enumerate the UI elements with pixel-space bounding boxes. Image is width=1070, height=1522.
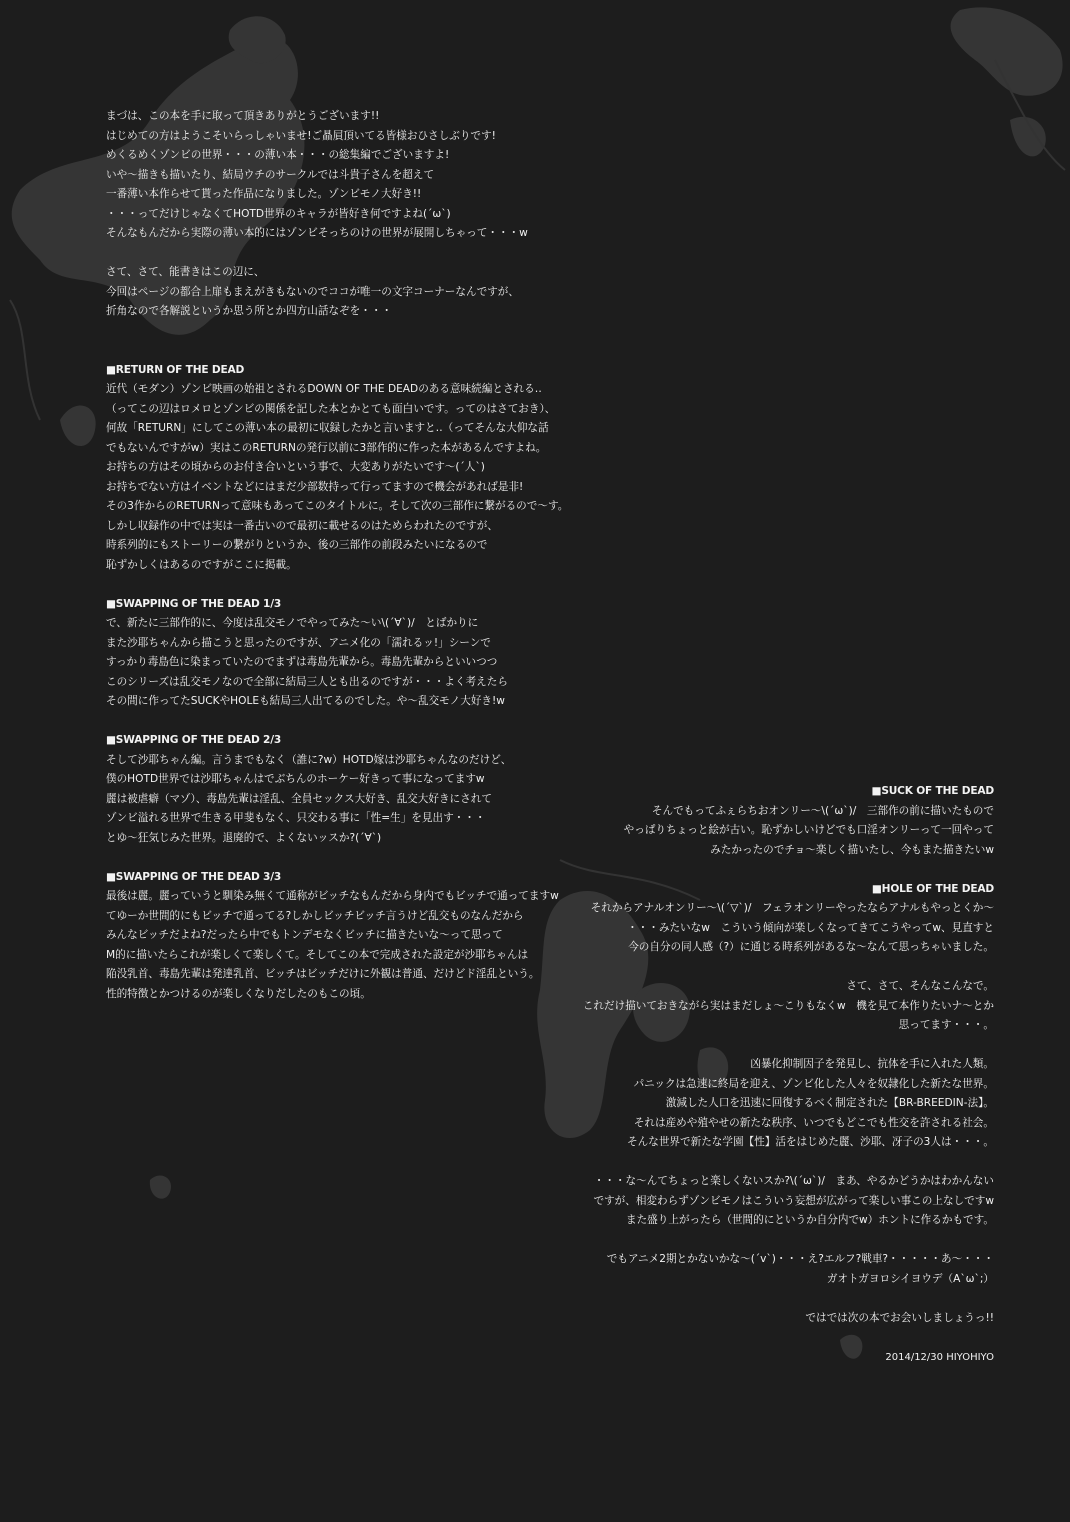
body-line: その間に作ってたSUCKやHOLEも結局三人出てるのでした。や〜乱交モノ大好き!w bbox=[106, 695, 505, 707]
closing-line: ・・・な〜んてちょっと楽しくないスか?\(´ω`)/ まあ、やるかどうかはわかんない bbox=[593, 1175, 994, 1187]
story-line: パニックは急速に終局を迎え、ゾンビ化した人々を奴隷化した新たな世界。 bbox=[633, 1077, 994, 1090]
body-line: お持ちでない方はイベントなどにはまだ少部数持って行ってますので機会があれば是非! bbox=[106, 480, 524, 493]
body-line: このシリーズは乱交モノなので全部に結局三人とも出るのですが・・・よく考えたら bbox=[106, 675, 508, 688]
section-heading-suck: ■SUCK OF THE DEAD bbox=[871, 785, 994, 797]
story-line: 凶暴化抑制因子を発見し、抗体を手に入れた人類。 bbox=[750, 1058, 994, 1070]
right-column bbox=[583, 782, 994, 1367]
body-line: でもないんですがw）実はこのRETURNの発行以前に3部作的に作った本があるんですよね。 bbox=[106, 441, 547, 454]
body-line: とゆ〜狂気じみた世界。退廃的で、よくないッスか?(´∀`) bbox=[106, 831, 382, 844]
closing-line: ですが、相変わらずゾンビモノはこういう妄想が広がって楽しい事この上なしですw bbox=[593, 1194, 994, 1207]
story-line: それは産めや殖やせの新たな秩序、いつでもどこでも性交を許される社会。 bbox=[633, 1116, 994, 1129]
body-line: 今の自分の同人感（?）に通じる時系列があるな〜なんて思っちゃいました。 bbox=[628, 941, 994, 953]
farewell-line: ではでは次の本でお会いしましょうっ!! bbox=[805, 1311, 994, 1324]
body-line: （ってこの辺はロメロとゾンビの関係を記した本とかとても面白いです。ってのはさておき）、 bbox=[106, 402, 556, 415]
section-heading-swapping-1: ■SWAPPING OF THE DEAD 1/3 bbox=[106, 597, 282, 610]
intro-line: はじめての方はようこそいらっしゃいませ!ご贔屓頂いてる皆様おひさしぶりです! bbox=[106, 129, 496, 142]
closing-line: これだけ描いておきながら実はまだしょ〜こりもなくw 機を見て本作りたいナ〜とか bbox=[582, 999, 994, 1012]
body-line: てゆーか世間的にもビッチで通ってる?しかしビッチビッチ言うけど乱交ものなんだから bbox=[106, 909, 524, 922]
body-line: その3作からのRETURNって意味もあってこのタイトルに。そして次の三部作に繋がるので〜す。 bbox=[106, 500, 569, 512]
body-line: しかし収録作の中では実は一番古いので最初に載せるのはためらわれたのですが、 bbox=[106, 519, 498, 532]
body-line: お持ちの方はその頃からのお付き合いという事で、大変ありがたいです〜(´人`) bbox=[106, 461, 485, 473]
body-line: ・・・みたいなw こういう傾向が楽しくなってきてこうやってw、見直すと bbox=[627, 921, 994, 934]
section-heading-hole: ■HOLE OF THE DEAD bbox=[871, 882, 994, 895]
story-line: 激減した人口を迅速に回復するべく制定された【BR-BREEDIN-法】。 bbox=[665, 1097, 994, 1109]
body-line: 麗は被虐癖（マゾ）、毒島先輩は淫乱、全員セックス大好き、乱交大好きにされて bbox=[106, 792, 492, 805]
body-line: 時系列的にもストーリーの繋がりというか、後の三部作の前段みたいになるので bbox=[106, 539, 488, 551]
intro-line: ・・・ってだけじゃなくてHOTD世界のキャラが皆好き何ですよね(´ω`) bbox=[106, 207, 451, 220]
intro-line: めくるめくゾンビの世界・・・の薄い本・・・の総集編でございますよ! bbox=[106, 149, 450, 161]
signature-date: 2014/12/30 HIYOHIYO bbox=[885, 1351, 994, 1363]
story-line: そんな世界で新たな学園【性】活をはじめた麗、沙耶、冴子の3人は・・・。 bbox=[627, 1136, 994, 1148]
body-line: みんなビッチだよね?だったら中でもトンデモなくビッチに描きたいな〜って思って bbox=[106, 929, 503, 941]
closing-line: 思ってます・・・。 bbox=[898, 1019, 994, 1031]
body-line: みたかったのでチョ〜楽しく描いたし、今もまた描きたいw bbox=[710, 843, 994, 856]
body-line: 性的特徴とかつけるのが楽しくなりだしたのもこの頃。 bbox=[106, 987, 371, 1000]
body-line: 僕のHOTD世界では沙耶ちゃんはでぶちんのホーケー好きって事になってますw bbox=[106, 773, 485, 785]
intro-line: いや〜描きも描いたり、結局ウチのサークルでは斗貴子さんを超えて bbox=[106, 168, 435, 181]
body-line: やっぱりちょっと絵が古い。恥ずかしいけどでも口淫オンリーって一回やって bbox=[623, 824, 994, 836]
body-line: すっかり毒島色に染まっていたのでまずは毒島先輩から。毒島先輩からといいつつ bbox=[106, 656, 498, 668]
body-line: 何故「RETURN」にしてこの薄い本の最初に収録したかと言いますと‥（ってそんな大仰な話 bbox=[106, 422, 549, 434]
body-line: そんでもってふぇらちおオンリー〜\(´ω`)/ 三部作の前に描いたもので bbox=[651, 804, 994, 817]
intro-line: まづは、この本を手に取って頂きありがとうございます!! bbox=[106, 110, 380, 122]
section-heading-return: ■RETURN OF THE DEAD bbox=[106, 363, 245, 376]
body-line: そして沙耶ちゃん編。言うまでもなく（誰に?w）HOTD嫁は沙耶ちゃんなのだけど、 bbox=[106, 753, 512, 766]
closing-line: また盛り上がったら（世間的にというか自分内でw）ホントに作るかもです。 bbox=[625, 1214, 994, 1226]
body-line: 最後は麗。麗っていうと馴染み無くて通称がビッチなもんだから身内でもビッチで通ってますw bbox=[106, 890, 559, 902]
body-line: で、新たに三部作的に、今度は乱交モノでやってみた〜い\(´∀`)/ とばかりに bbox=[106, 617, 479, 629]
preface-line: さて、さて、能書きはこの辺に、 bbox=[106, 266, 265, 278]
body-line: 恥ずかしくはあるのですがここに掲載。 bbox=[106, 558, 297, 571]
body-line: また沙耶ちゃんから描こうと思ったのですが、アニメ化の「濡れるッ!」シーンで bbox=[106, 636, 491, 649]
body-line: M的に描いたらこれが楽しくて楽しくて。そしてこの本で完成された設定が沙耶ちゃんは bbox=[106, 948, 529, 961]
body-line: ゾンビ溢れる世界で生きる甲斐もなく、只交わる事に「性=生」を見出す・・・ bbox=[106, 812, 486, 824]
section-heading-swapping-2: ■SWAPPING OF THE DEAD 2/3 bbox=[106, 734, 282, 746]
intro-line: 一番薄い本作らせて貰った作品になりました。ゾンビモノ大好き!! bbox=[106, 188, 422, 200]
left-column bbox=[106, 107, 568, 1004]
closing-line: でもアニメ2期とかないかな〜(´v`)・・・え?エルフ?戦車?・・・・・あ〜・・・ bbox=[606, 1253, 994, 1265]
closing-line: ガオトガヨロシイヨウデ（A`ω`;） bbox=[826, 1272, 994, 1285]
closing-line: さて、さて、そんなこんなで。 bbox=[846, 980, 994, 992]
preface-line: 折角なので各解説というか思う所とか四方山話なぞを・・・ bbox=[106, 305, 393, 317]
intro-line: そんなもんだから実際の薄い本的にはゾンビそっちのけの世界が展開しちゃって・・・w bbox=[106, 227, 528, 239]
body-line: 陥没乳首、毒島先輩は発達乳首、ビッチはビッチだけに外観は普通、だけどド淫乱という。 bbox=[106, 968, 540, 980]
body-line: 近代（モダン）ゾンビ映画の始祖とされるDOWN OF THE DEADのある意味続編とされる‥ bbox=[106, 383, 542, 395]
section-heading-swapping-3: ■SWAPPING OF THE DEAD 3/3 bbox=[106, 870, 282, 883]
body-line: それからアナルオンリー〜\(´▽`)/ フェラオンリーやったならアナルもやっとくか〜 bbox=[590, 902, 994, 914]
preface-line: 今回はページの都合上扉もまえがきもないのでココが唯一の文字コーナーなんですが、 bbox=[106, 285, 519, 298]
